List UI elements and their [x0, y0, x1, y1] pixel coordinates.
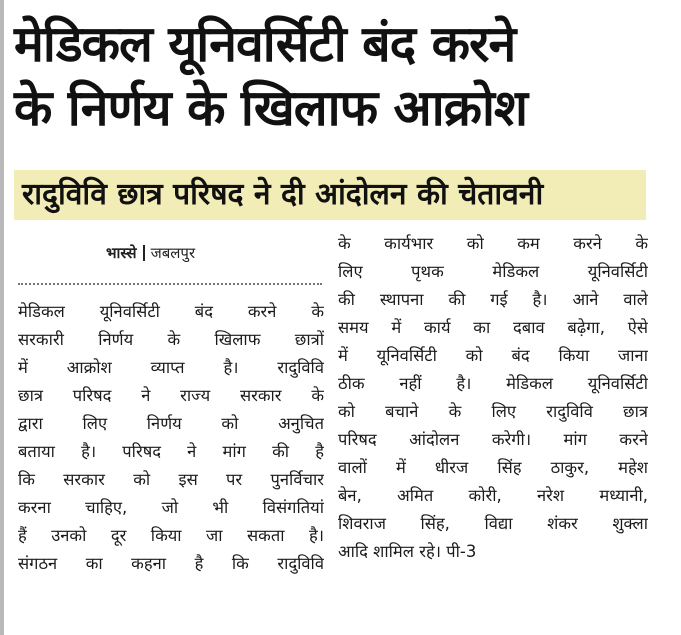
- body-line: हैं उनको दूर किया जा सकता है।: [18, 526, 324, 545]
- subheadline: रादुविवि छात्र परिषद ने दी आंदोलन की चेतावनी: [22, 177, 544, 212]
- body-line: लिए पृथक मेडिकल यूनिवर्सिटी: [338, 262, 648, 281]
- body-line: मेडिकल यूनिवर्सिटी बंद करने के: [18, 302, 324, 321]
- body-line: परिषद आंदोलन करेगी। मांग करने: [338, 430, 648, 449]
- body-line: के कार्यभार को कम करने के: [338, 234, 648, 253]
- dateline-separator: [143, 245, 145, 261]
- body-line: को बचाने के लिए रादुविवि छात्र: [338, 402, 648, 421]
- body-line: सरकारी निर्णय के खिलाफ छात्रों: [18, 330, 324, 349]
- body-line: कि सरकार को इस पर पुनर्विचार: [18, 470, 324, 489]
- body-line: में आक्रोश व्याप्त है। रादुविवि: [18, 358, 324, 377]
- body-line: वालों में धीरज सिंह ठाकुर, महेश: [338, 458, 648, 477]
- body-line: बताया है। परिषद ने मांग की है: [18, 442, 324, 461]
- body-line: आदि शामिल रहे। पी-3: [338, 542, 477, 561]
- body-line: छात्र परिषद ने राज्य सरकार के: [18, 386, 324, 405]
- body-line: द्वारा लिए निर्णय को अनुचित: [18, 414, 324, 433]
- body-line: की स्थापना की गई है। आने वाले: [338, 290, 648, 309]
- body-column-right: [338, 230, 648, 566]
- body-line: संगठन का कहना है कि रादुविवि: [18, 554, 324, 573]
- body-line: ठीक नहीं है। मेडिकल यूनिवर्सिटी: [338, 374, 648, 393]
- body-line: शिवराज सिंह, विद्या शंकर शुक्ला: [338, 514, 648, 533]
- body-column-left: [18, 298, 324, 578]
- headline-line: मेडिकल यूनिवर्सिटी बंद करने: [14, 15, 516, 73]
- left-border-rule: [0, 0, 4, 635]
- dotted-divider: [18, 283, 322, 285]
- headline: [14, 12, 674, 140]
- body-line: करना चाहिए, जो भी विसंगतियां: [18, 498, 324, 517]
- dateline-source: भास्से: [106, 244, 137, 262]
- body-line: समय में कार्य का दबाव बढ़ेगा, ऐसे: [338, 318, 648, 337]
- headline-line: के निर्णय के खिलाफ आक्रोश: [14, 79, 527, 137]
- body-line: में यूनिवर्सिटी को बंद किया जाना: [338, 346, 648, 365]
- body-line: बेन, अमित कोरी, नरेश मध्यानी,: [338, 486, 648, 505]
- dateline: [106, 243, 195, 263]
- dateline-city: जबलपुर: [150, 244, 196, 262]
